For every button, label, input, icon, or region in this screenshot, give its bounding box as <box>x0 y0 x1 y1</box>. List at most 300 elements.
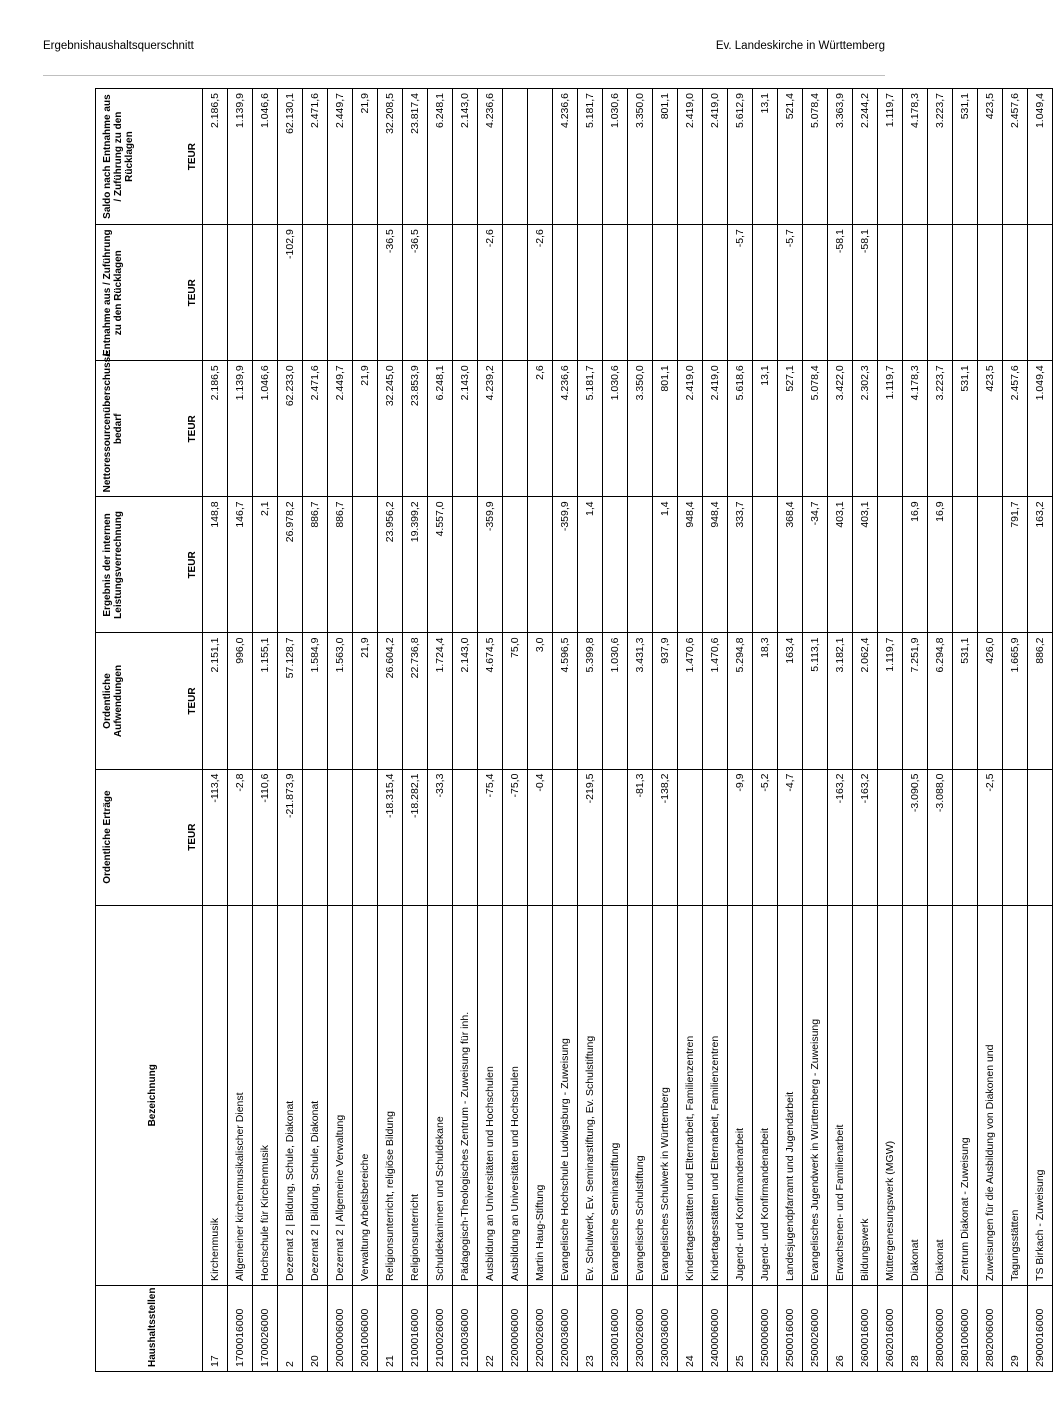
table-row <box>203 89 228 1372</box>
table-row <box>1003 89 1028 1372</box>
cell-saldo: 2.449,7 <box>328 89 353 225</box>
cell-name: Müttergenesungswerk (MGW) <box>878 905 903 1285</box>
cell-saldo: 32.208,5 <box>378 89 403 225</box>
cell-netto: 4.236,6 <box>553 361 578 497</box>
table-row <box>503 89 528 1372</box>
cell-code: 2001006000 <box>353 1285 378 1371</box>
cell-netto: 2.457,6 <box>1003 361 1028 497</box>
cell-netto: 2,6 <box>528 361 553 497</box>
cell-ertraege: -18.282,1 <box>403 769 428 905</box>
table-row <box>778 89 803 1372</box>
cell-aufwendungen: 5.294,8 <box>728 633 753 769</box>
cell-code: 2200006000 <box>503 1285 528 1371</box>
cell-aufwendungen: 1.563,0 <box>328 633 353 769</box>
cell-ilv: 333,7 <box>728 497 753 633</box>
cell-entnahme <box>253 225 278 361</box>
cell-ertraege: -3.090,5 <box>903 769 928 905</box>
cell-ertraege: -110,6 <box>253 769 278 905</box>
cell-code: 2100026000 <box>428 1285 453 1371</box>
cell-saldo: 62.130,1 <box>278 89 303 225</box>
cell-aufwendungen: 1.470,6 <box>703 633 728 769</box>
cell-ilv: 791,7 <box>1003 497 1028 633</box>
table-row <box>878 89 903 1372</box>
cell-saldo: 6.248,1 <box>428 89 453 225</box>
cell-saldo <box>528 89 553 225</box>
column-header-entnahme: Entnahme aus / Zuführung zu den Rücklagen <box>96 225 169 361</box>
cell-ertraege: -138,2 <box>653 769 678 905</box>
cell-name: Bildungswerk <box>853 905 878 1285</box>
cell-aufwendungen: 26.604,2 <box>378 633 403 769</box>
cell-name: Evangelische Seminarstiftung <box>603 905 628 1285</box>
unit-label: TEUR <box>168 89 203 225</box>
cell-ilv: 4.557,0 <box>428 497 453 633</box>
cell-ilv: 886,7 <box>303 497 328 633</box>
cell-ertraege <box>553 769 578 905</box>
cell-saldo: 5.612,9 <box>728 89 753 225</box>
cell-entnahme <box>1028 225 1053 361</box>
unit-label: TEUR <box>168 633 203 769</box>
cell-ilv <box>978 497 1003 633</box>
cell-netto: 5.078,4 <box>803 361 828 497</box>
cell-code: 2300036000 <box>653 1285 678 1371</box>
table-row <box>553 89 578 1372</box>
cell-name: Diakonat <box>928 905 953 1285</box>
cell-code: 2800006000 <box>928 1285 953 1371</box>
cell-ertraege: -163,2 <box>828 769 853 905</box>
table-row <box>978 89 1003 1372</box>
unit-label: TEUR <box>168 497 203 633</box>
table-row <box>528 89 553 1372</box>
cell-aufwendungen: 5.113,1 <box>803 633 828 769</box>
cell-ertraege <box>678 769 703 905</box>
cell-netto: 3.350,0 <box>628 361 653 497</box>
cell-name: Pädagogisch-Theologisches Zentrum - Zuweisung für inh. <box>453 905 478 1285</box>
table-row <box>853 89 878 1372</box>
cell-aufwendungen: 996,0 <box>228 633 253 769</box>
cell-ilv <box>528 497 553 633</box>
cell-netto: 1.139,9 <box>228 361 253 497</box>
cell-code: 2602016000 <box>878 1285 903 1371</box>
cell-name: TS Birkach - Zuweisung <box>1028 905 1053 1285</box>
cell-saldo: 1.139,9 <box>228 89 253 225</box>
column-header-aufwendungen: Ordentliche Aufwendungen <box>96 633 169 769</box>
cell-saldo: 1.030,6 <box>603 89 628 225</box>
table-row <box>903 89 928 1372</box>
cell-entnahme <box>1003 225 1028 361</box>
cell-netto: 62.233,0 <box>278 361 303 497</box>
cell-entnahme <box>328 225 353 361</box>
cell-aufwendungen: 2.062,4 <box>853 633 878 769</box>
cell-netto: 3.422,0 <box>828 361 853 497</box>
cell-ilv <box>753 497 778 633</box>
cell-ertraege: -75,4 <box>478 769 503 905</box>
table-row <box>353 89 378 1372</box>
table-row <box>328 89 353 1372</box>
cell-code: 24 <box>678 1285 703 1371</box>
cell-code: 2200026000 <box>528 1285 553 1371</box>
cell-name: Kindertagesstätten und Elternarbeit, Familienzentren <box>703 905 728 1285</box>
cell-ertraege: -18.315,4 <box>378 769 403 905</box>
table-row <box>928 89 953 1372</box>
cell-ilv: 23.956,2 <box>378 497 403 633</box>
cell-name: Landesjugendpfarramt und Jugendarbeit <box>778 905 803 1285</box>
cell-ertraege <box>878 769 903 905</box>
cell-aufwendungen: 2.143,0 <box>453 633 478 769</box>
column-header-ertraege: Ordentliche Erträge <box>96 769 169 905</box>
cell-ilv: 403,1 <box>853 497 878 633</box>
cell-code: 21 <box>378 1285 403 1371</box>
cell-aufwendungen: 1.724,4 <box>428 633 453 769</box>
table-row <box>653 89 678 1372</box>
cell-entnahme: -5,7 <box>728 225 753 361</box>
cell-ilv: 948,4 <box>703 497 728 633</box>
cell-saldo: 2.244,2 <box>853 89 878 225</box>
cell-code: 26 <box>828 1285 853 1371</box>
cell-ilv <box>603 497 628 633</box>
cell-ertraege: -75,0 <box>503 769 528 905</box>
cell-name: Zuweisungen für die Ausbildung von Diakonen und <box>978 905 1003 1285</box>
cell-entnahme <box>453 225 478 361</box>
cell-ertraege <box>953 769 978 905</box>
cell-entnahme: -2,6 <box>528 225 553 361</box>
cell-entnahme <box>203 225 228 361</box>
table-row <box>753 89 778 1372</box>
cell-entnahme <box>228 225 253 361</box>
cell-aufwendungen: 937,9 <box>653 633 678 769</box>
cell-ertraege: -21.873,9 <box>278 769 303 905</box>
cell-ilv: 148,8 <box>203 497 228 633</box>
table-row <box>403 89 428 1372</box>
cell-netto: 2.419,0 <box>703 361 728 497</box>
cell-code: 2100036000 <box>453 1285 478 1371</box>
cell-entnahme <box>603 225 628 361</box>
cell-aufwendungen: 6.294,8 <box>928 633 953 769</box>
cell-ertraege <box>453 769 478 905</box>
document-title: Ergebnishaushaltsquerschnitt <box>43 40 194 52</box>
cell-ertraege: -0,4 <box>528 769 553 905</box>
table-row <box>478 89 503 1372</box>
cell-name: Tagungsstätten <box>1003 905 1028 1285</box>
cell-aufwendungen: 1.119,7 <box>878 633 903 769</box>
cell-ertraege: -163,2 <box>853 769 878 905</box>
cell-netto: 801,1 <box>653 361 678 497</box>
cell-netto: 23.853,9 <box>403 361 428 497</box>
cell-entnahme: -58,1 <box>853 225 878 361</box>
table-row <box>453 89 478 1372</box>
cell-saldo: 2.143,0 <box>453 89 478 225</box>
cell-code: 22 <box>478 1285 503 1371</box>
cell-aufwendungen: 1.030,6 <box>603 633 628 769</box>
table-row <box>428 89 453 1372</box>
cell-netto: 4.178,3 <box>903 361 928 497</box>
cell-netto: 3.223,7 <box>928 361 953 497</box>
cell-entnahme <box>878 225 903 361</box>
cell-code: 23 <box>578 1285 603 1371</box>
table-header <box>96 89 203 1372</box>
cell-ilv: 368,4 <box>778 497 803 633</box>
cell-ilv <box>953 497 978 633</box>
table-row <box>578 89 603 1372</box>
cell-netto: 2.419,0 <box>678 361 703 497</box>
cell-netto: 1.119,7 <box>878 361 903 497</box>
cell-netto: 1.049,4 <box>1028 361 1053 497</box>
column-header-name: Bezeichnung <box>96 905 203 1285</box>
cell-name: Schuldekaninnen und Schuldekane <box>428 905 453 1285</box>
cell-name: Jugend- und Konfirmandenarbeit <box>753 905 778 1285</box>
cell-aufwendungen: 1.470,6 <box>678 633 703 769</box>
cell-name: Hochschule für Kirchenmusik <box>253 905 278 1285</box>
cell-ertraege: -113,4 <box>203 769 228 905</box>
cell-code: 2500016000 <box>778 1285 803 1371</box>
cell-aufwendungen: 22.736,8 <box>403 633 428 769</box>
cell-name: Evangelische Schulstiftung <box>628 905 653 1285</box>
cell-ertraege: -81,3 <box>628 769 653 905</box>
cell-entnahme: -36,5 <box>378 225 403 361</box>
cell-saldo <box>503 89 528 225</box>
unit-label: TEUR <box>168 361 203 497</box>
cell-saldo: 2.419,0 <box>703 89 728 225</box>
cell-code: 28 <box>903 1285 928 1371</box>
cell-ilv: 1,4 <box>578 497 603 633</box>
cell-saldo: 2.419,0 <box>678 89 703 225</box>
cell-saldo: 801,1 <box>653 89 678 225</box>
cell-code: 29 <box>1003 1285 1028 1371</box>
cell-entnahme <box>753 225 778 361</box>
table-row <box>603 89 628 1372</box>
cell-ertraege: -33,3 <box>428 769 453 905</box>
table-row <box>678 89 703 1372</box>
cell-saldo: 4.236,6 <box>553 89 578 225</box>
cell-saldo: 2.186,5 <box>203 89 228 225</box>
unit-label: TEUR <box>168 225 203 361</box>
cell-entnahme <box>628 225 653 361</box>
budget-table <box>95 88 1053 1372</box>
cell-ilv: 19.399,2 <box>403 497 428 633</box>
cell-aufwendungen: 3,0 <box>528 633 553 769</box>
cell-name: Zentrum Diakonat - Zuweisung <box>953 905 978 1285</box>
cell-name: Ausbildung an Universitäten und Hochschulen <box>503 905 528 1285</box>
cell-netto: 13,1 <box>753 361 778 497</box>
cell-aufwendungen: 5.399,8 <box>578 633 603 769</box>
cell-name: Evangelisches Jugendwerk in Württemberg - Zuweisung <box>803 905 828 1285</box>
cell-ertraege: -219,5 <box>578 769 603 905</box>
table-row <box>628 89 653 1372</box>
unit-label: TEUR <box>168 769 203 905</box>
cell-aufwendungen: 1.584,9 <box>303 633 328 769</box>
cell-saldo: 2.471,6 <box>303 89 328 225</box>
cell-ilv: 948,4 <box>678 497 703 633</box>
cell-entnahme <box>678 225 703 361</box>
cell-name: Religionsunterricht, religiöse Bildung <box>378 905 403 1285</box>
cell-ertraege <box>1003 769 1028 905</box>
cell-code: 2500026000 <box>803 1285 828 1371</box>
cell-entnahme <box>928 225 953 361</box>
cell-ilv: -359,9 <box>478 497 503 633</box>
cell-aufwendungen: 4.596,5 <box>553 633 578 769</box>
cell-entnahme <box>978 225 1003 361</box>
cell-aufwendungen: 163,4 <box>778 633 803 769</box>
table-row <box>253 89 278 1372</box>
cell-ertraege: -4,7 <box>778 769 803 905</box>
cell-saldo: 4.178,3 <box>903 89 928 225</box>
cell-ertraege <box>353 769 378 905</box>
cell-saldo: 3.350,0 <box>628 89 653 225</box>
cell-code: 17 <box>203 1285 228 1371</box>
cell-aufwendungen: 531,1 <box>953 633 978 769</box>
cell-ertraege: -3.088,0 <box>928 769 953 905</box>
cell-code: 1700016000 <box>228 1285 253 1371</box>
cell-name: Diakonat <box>903 905 928 1285</box>
cell-name: Evangelische Hochschule Ludwigsburg - Zuweisung <box>553 905 578 1285</box>
cell-entnahme <box>503 225 528 361</box>
cell-ilv <box>878 497 903 633</box>
table-row <box>728 89 753 1372</box>
organization-name: Ev. Landeskirche in Württemberg <box>715 40 885 52</box>
table-row <box>228 89 253 1372</box>
table-row <box>278 89 303 1372</box>
column-header-code: Haushaltsstellen <box>96 1285 203 1371</box>
cell-code: 2200036000 <box>553 1285 578 1371</box>
cell-ilv: -359,9 <box>553 497 578 633</box>
cell-name: Martin Haug-Stiftung <box>528 905 553 1285</box>
table-row <box>803 89 828 1372</box>
cell-saldo: 3.223,7 <box>928 89 953 225</box>
column-header-netto: Nettoressourcenüberschuss/-bedarf <box>96 361 169 497</box>
column-header-saldo: Saldo nach Entnahme aus / Zuführung zu den Rücklagen <box>96 89 169 225</box>
cell-saldo: 1.046,6 <box>253 89 278 225</box>
cell-entnahme: -5,7 <box>778 225 803 361</box>
page-header <box>43 40 885 58</box>
cell-ertraege <box>1028 769 1053 905</box>
cell-entnahme <box>428 225 453 361</box>
cell-name: Allgemeiner kirchenmusikalischer Dienst <box>228 905 253 1285</box>
cell-ilv <box>503 497 528 633</box>
cell-ilv <box>453 497 478 633</box>
cell-code: 2 <box>278 1285 303 1371</box>
cell-aufwendungen: 75,0 <box>503 633 528 769</box>
cell-ertraege <box>603 769 628 905</box>
cell-netto: 2.471,6 <box>303 361 328 497</box>
cell-saldo: 3.363,9 <box>828 89 853 225</box>
cell-ilv <box>628 497 653 633</box>
cell-name: Kirchenmusik <box>203 905 228 1285</box>
cell-saldo: 531,1 <box>953 89 978 225</box>
cell-ilv: 16,9 <box>928 497 953 633</box>
cell-entnahme <box>903 225 928 361</box>
cell-code: 2600016000 <box>853 1285 878 1371</box>
table-row <box>303 89 328 1372</box>
cell-code: 1700026000 <box>253 1285 278 1371</box>
cell-code: 2300026000 <box>628 1285 653 1371</box>
column-header-ilv: Ergebnis der internen Leistungsverrechnung <box>96 497 169 633</box>
cell-netto: 2.186,5 <box>203 361 228 497</box>
cell-saldo: 21,9 <box>353 89 378 225</box>
cell-name: Jugend- und Konfirmandenarbeit <box>728 905 753 1285</box>
cell-ertraege: -5,2 <box>753 769 778 905</box>
cell-code: 2300016000 <box>603 1285 628 1371</box>
table-body <box>203 89 1053 1372</box>
table-row <box>1028 89 1053 1372</box>
cell-entnahme <box>578 225 603 361</box>
cell-ilv: 146,7 <box>228 497 253 633</box>
cell-name: Ev. Schulwerk, Ev. Seminarstiftung, Ev. Schulstiftung <box>578 905 603 1285</box>
cell-ilv: -34,7 <box>803 497 828 633</box>
cell-netto: 531,1 <box>953 361 978 497</box>
cell-ilv: 1,4 <box>653 497 678 633</box>
cell-name: Ausbildung an Universitäten und Hochschulen <box>478 905 503 1285</box>
cell-aufwendungen: 886,2 <box>1028 633 1053 769</box>
cell-ilv: 403,1 <box>828 497 853 633</box>
cell-aufwendungen: 426,0 <box>978 633 1003 769</box>
cell-netto: 32.245,0 <box>378 361 403 497</box>
cell-name: Evangelisches Schulwerk in Württemberg <box>653 905 678 1285</box>
cell-ertraege <box>803 769 828 905</box>
table-row <box>703 89 728 1372</box>
cell-netto: 2.449,7 <box>328 361 353 497</box>
cell-aufwendungen: 57.128,7 <box>278 633 303 769</box>
cell-name: Erwachsenen- und Familienarbeit <box>828 905 853 1285</box>
cell-netto: 21,9 <box>353 361 378 497</box>
cell-aufwendungen: 18,3 <box>753 633 778 769</box>
cell-netto: 4.239,2 <box>478 361 503 497</box>
cell-netto <box>503 361 528 497</box>
cell-saldo: 5.181,7 <box>578 89 603 225</box>
cell-entnahme <box>653 225 678 361</box>
cell-name: Kindertagesstätten und Elternarbeit, Familienzentren <box>678 905 703 1285</box>
cell-ertraege <box>703 769 728 905</box>
cell-ilv <box>353 497 378 633</box>
cell-ilv: 2,1 <box>253 497 278 633</box>
cell-aufwendungen: 4.674,5 <box>478 633 503 769</box>
cell-netto: 1.030,6 <box>603 361 628 497</box>
cell-entnahme <box>303 225 328 361</box>
cell-aufwendungen: 21,9 <box>353 633 378 769</box>
cell-netto: 423,5 <box>978 361 1003 497</box>
cell-netto: 2.143,0 <box>453 361 478 497</box>
cell-aufwendungen: 1.155,1 <box>253 633 278 769</box>
cell-aufwendungen: 2.151,1 <box>203 633 228 769</box>
cell-name: Dezernat 2 | Bildung, Schule, Diakonat <box>303 905 328 1285</box>
cell-entnahme: -2,6 <box>478 225 503 361</box>
cell-code: 2400006000 <box>703 1285 728 1371</box>
cell-ertraege: -9,9 <box>728 769 753 905</box>
cell-entnahme: -36,5 <box>403 225 428 361</box>
cell-aufwendungen: 7.251,9 <box>903 633 928 769</box>
cell-name: Verwaltung Arbeitsbereiche <box>353 905 378 1285</box>
cell-entnahme <box>953 225 978 361</box>
cell-entnahme <box>553 225 578 361</box>
cell-code: 2802006000 <box>978 1285 1003 1371</box>
cell-saldo: 23.817,4 <box>403 89 428 225</box>
cell-code: 25 <box>728 1285 753 1371</box>
cell-name: Dezernat 2 | Allgemeine Verwaltung <box>328 905 353 1285</box>
cell-saldo: 13,1 <box>753 89 778 225</box>
cell-entnahme: -102,9 <box>278 225 303 361</box>
cell-netto: 527,1 <box>778 361 803 497</box>
cell-code: 2500006000 <box>753 1285 778 1371</box>
cell-name: Religionsunterricht <box>403 905 428 1285</box>
cell-code: 20 <box>303 1285 328 1371</box>
cell-code: 2100016000 <box>403 1285 428 1371</box>
cell-name: Dezernat 2 | Bildung, Schule, Diakonat <box>278 905 303 1285</box>
cell-netto: 5.181,7 <box>578 361 603 497</box>
cell-ertraege: -2,5 <box>978 769 1003 905</box>
cell-code: 2900016000 <box>1028 1285 1053 1371</box>
cell-netto: 1.046,6 <box>253 361 278 497</box>
cell-netto: 5.618,6 <box>728 361 753 497</box>
cell-ertraege: -2,8 <box>228 769 253 905</box>
cell-saldo: 1.119,7 <box>878 89 903 225</box>
